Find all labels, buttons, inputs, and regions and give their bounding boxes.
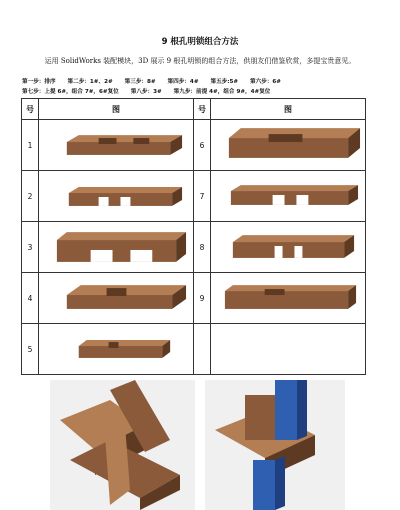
steps-row-1 [22, 77, 291, 87]
row-number: 6 [194, 120, 211, 171]
table-header-row [22, 99, 366, 120]
wood-piece-icon [211, 120, 365, 170]
table-row [22, 171, 366, 222]
wood-piece-icon [211, 222, 365, 272]
document-title: 9 根孔明锁组合方法 [161, 37, 239, 47]
header-pic-left: 图 [39, 99, 194, 120]
steps-list [22, 77, 291, 97]
step-6: 第六步：6# [250, 79, 281, 85]
header-pic-right: 图 [211, 99, 366, 120]
piece-image-2 [39, 171, 194, 222]
steps-row-2 [22, 87, 291, 97]
row-number: 3 [22, 222, 39, 273]
row-number: 8 [194, 222, 211, 273]
row-number [194, 324, 211, 375]
piece-image-5 [39, 324, 194, 375]
step-3: 第三步：8# [124, 79, 156, 85]
row-number: 5 [22, 324, 39, 375]
empty-cell [211, 324, 366, 375]
step-1: 第一步：排序 [22, 79, 56, 85]
assembled-lock-with-blue-piece-image [205, 380, 345, 510]
wood-piece-icon [39, 273, 193, 323]
step-5: 第五步:5# [210, 79, 239, 85]
row-number: 2 [22, 171, 39, 222]
header-num-left: 号 [22, 99, 39, 120]
piece-image-6 [211, 120, 366, 171]
step-2: 第二步：1#、2# [67, 79, 113, 85]
piece-image-4 [39, 273, 194, 324]
wood-piece-icon [39, 324, 193, 374]
row-number: 9 [194, 273, 211, 324]
step-9: 第九步：前提 4#，组合 9#，4#复位 [173, 89, 271, 95]
piece-image-8 [211, 222, 366, 273]
row-number: 7 [194, 171, 211, 222]
table-row [22, 324, 366, 375]
row-number: 1 [22, 120, 39, 171]
header-num-right: 号 [194, 99, 211, 120]
step-8: 第八步：3# [130, 89, 162, 95]
wood-piece-icon [39, 171, 193, 221]
wood-piece-icon [39, 120, 193, 170]
step-4: 第四步：4# [167, 79, 199, 85]
piece-image-7 [211, 171, 366, 222]
assembled-lock-image [50, 380, 195, 510]
table-row [22, 273, 366, 324]
wood-piece-icon [211, 273, 365, 323]
step-7: 第七步：上提 6#，组合 7#，6#复位 [22, 89, 119, 95]
wood-piece-icon [211, 171, 365, 221]
intro-text: 运用 SolidWorks 装配模块，3D 展示 9 根孔明锁的组合方法，供朋友们借鉴欣赏，多提宝贵意见。 [44, 57, 356, 65]
piece-image-3 [39, 222, 194, 273]
table-row [22, 222, 366, 273]
piece-image-9 [211, 273, 366, 324]
assembly-table [21, 98, 366, 375]
row-number: 4 [22, 273, 39, 324]
table-row [22, 120, 366, 171]
piece-image-1 [39, 120, 194, 171]
wood-piece-icon [39, 222, 193, 272]
